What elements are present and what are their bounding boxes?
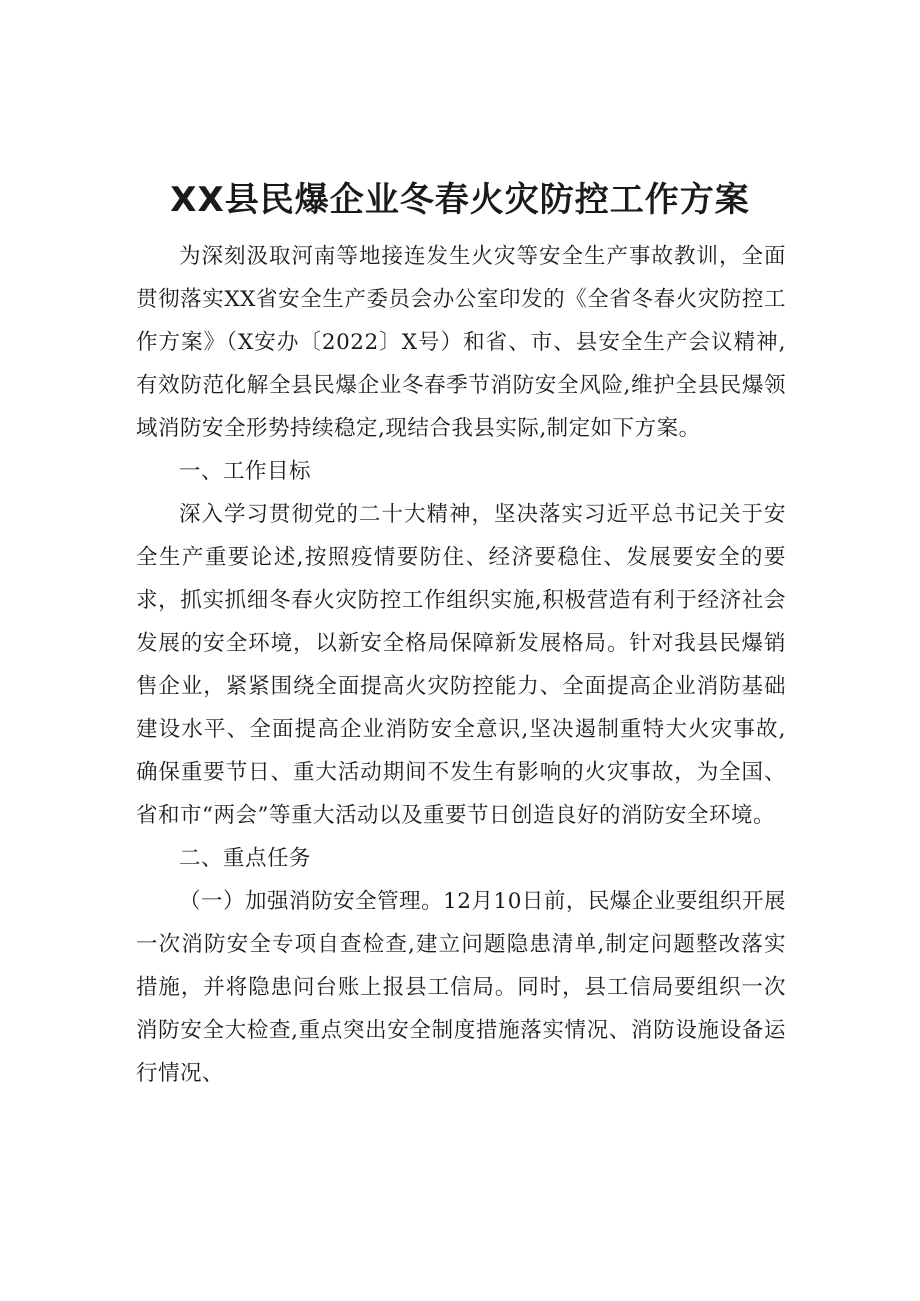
document-title: XX县民爆企业冬春火灾防控工作方案 bbox=[170, 180, 750, 220]
tasks-paragraph: （一）加强消防安全管理。12月10日前，民爆企业要组织开展一次消防安全专项自查检查,建立问题隐患清单,制定问题整改落实措施，并将隐患问台账上报县工信局。同时，县工信局要组织一次消防安全大检查,重点突出安全制度措施落实情况、消防设施设备运行情况、 bbox=[136, 889, 786, 1086]
section-heading-goals: 一、工作目标 bbox=[179, 459, 312, 484]
intro-paragraph: 为深刻汲取河南等地接连发生火灾等安全生产事故教训，全面贯彻落实XX省安全生产委员会办公室印发的《全省冬春火灾防控工作方案》（X安办〔2022〕X号）和省、市、县安全生产会议精神,有效防范化解全县民爆企业冬春季节消防安全风险,维护全县民爆领域消防安全形势持续稳定,现结合我县实际,制定如下方案。 bbox=[136, 244, 786, 441]
document-body bbox=[136, 235, 786, 1095]
section-heading-tasks: 二、重点任务 bbox=[179, 846, 312, 871]
goals-paragraph: 深入学习贯彻党的二十大精神，坚决落实习近平总书记关于安全生产重要论述,按照疫情要防住、经济要稳住、发展要安全的要求，抓实抓细冬春火灾防控工作组织实施,积极营造有利于经济社会发展的安全环境，以新安全格局保障新发展格局。针对我县民爆销售企业，紧紧围绕全面提高火灾防控能力、全面提高企业消防基础建设水平、全面提高企业消防安全意识,坚决遏制重特大火灾事故,确保重要节日、重大活动期间不发生有影响的火灾事故，为全国、省和市“两会”等重大活动以及重要节日创造良好的消防安全环境。 bbox=[136, 502, 786, 828]
